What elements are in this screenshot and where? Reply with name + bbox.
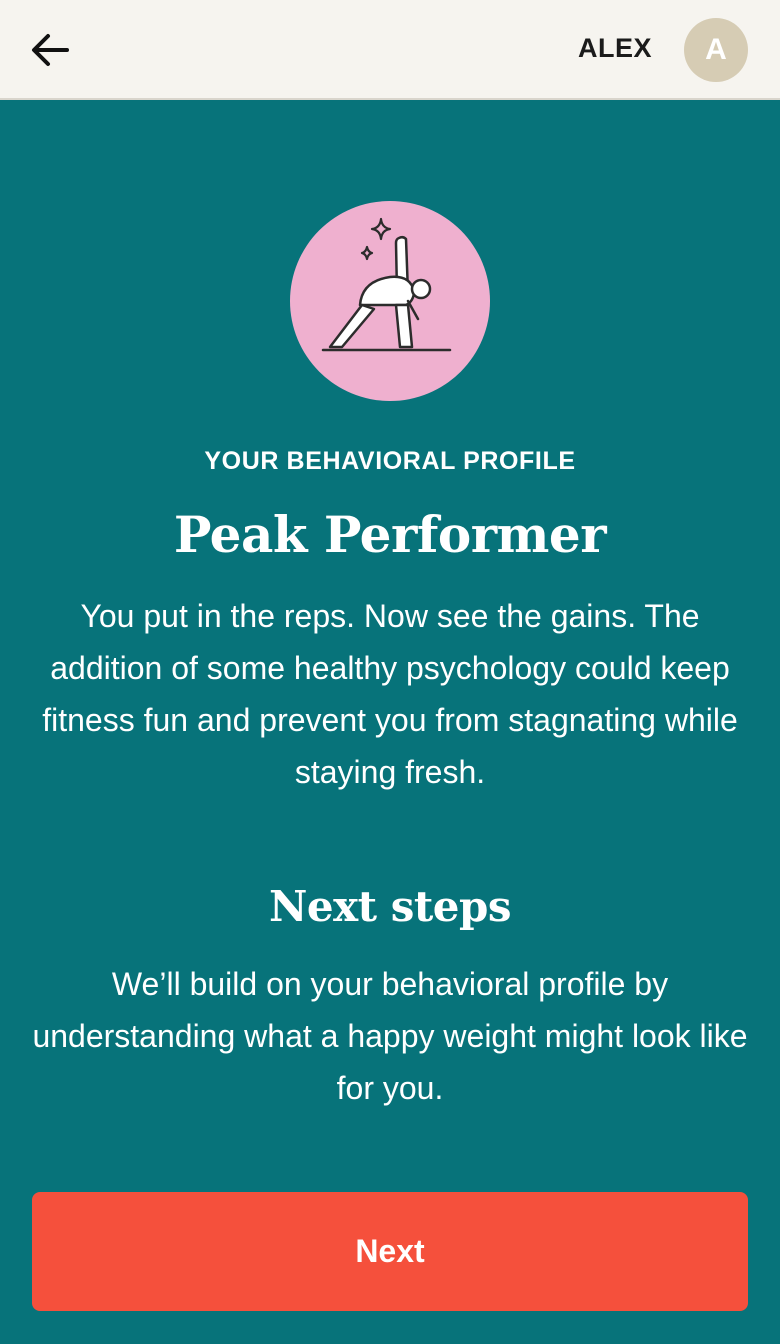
profile-title: Peak Performer [173, 505, 607, 564]
next-steps-description: We’ll build on your behavioral profile by understanding what a happy weight might look like for you. [32, 966, 748, 1106]
next-steps-title: Next steps [269, 882, 511, 931]
next-button[interactable]: Next [32, 1192, 748, 1311]
back-button[interactable] [22, 24, 78, 76]
profile-badge [290, 201, 490, 401]
profile-description: You put in the reps. Now see the gains. The addition of some healthy psychology could keep fitness fun and prevent you from stagnating while staying fresh. [42, 598, 738, 790]
top-bar [0, 0, 780, 100]
yoga-triangle-pose-icon [290, 201, 490, 401]
arrow-left-icon [30, 33, 70, 67]
avatar[interactable]: A [684, 18, 748, 82]
user-name: ALEX [577, 33, 652, 63]
profile-eyebrow: YOUR BEHAVIORAL PROFILE [204, 447, 576, 475]
